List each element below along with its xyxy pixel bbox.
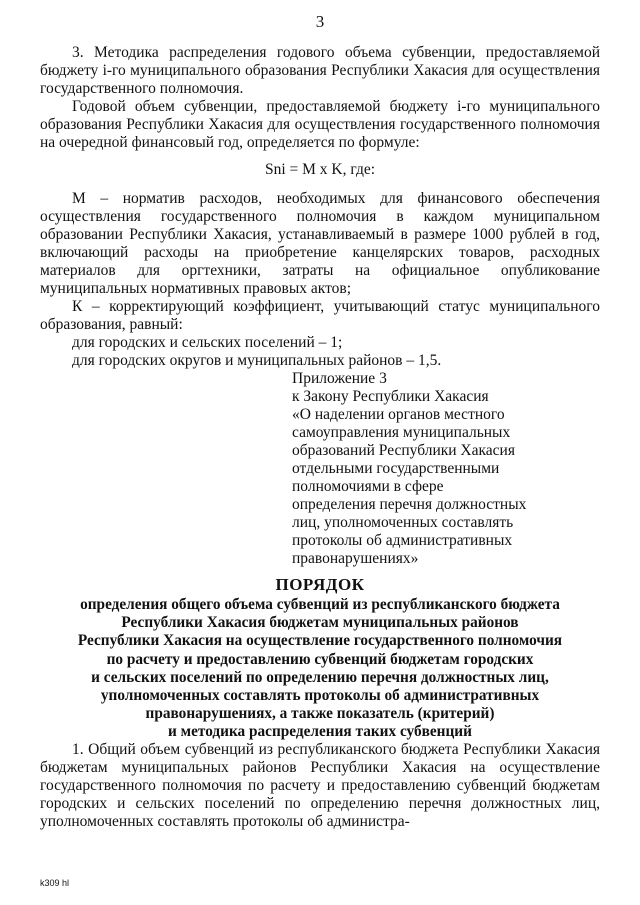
footer-code: k309 hl: [40, 878, 70, 888]
procedure-subtitle-line: правонарушениях, а также показатель (критерий): [145, 705, 495, 723]
annex-line: лиц, уполномоченных составлять: [292, 514, 514, 531]
annex-header: [292, 370, 592, 568]
formula: [40, 161, 600, 179]
annex-line: протоколы об административных: [292, 532, 513, 549]
annex-line: «О наделении органов местного: [292, 406, 505, 423]
procedure-paragraph-1: [40, 741, 600, 831]
annex-line: к Закону Республики Хакасия: [292, 388, 489, 405]
section-3-methodology: [40, 44, 600, 370]
procedure-subtitle-line: Республики Хакасия на осуществление государственного полномочия: [77, 632, 563, 650]
annex-line: полномочиями в сфере: [292, 478, 444, 495]
coefficient-k-paragraph: К – корректирующий коэффициент, учитывающий статус муниципального образования, равный:: [40, 298, 600, 333]
annex-line: образований Республики Хакасия: [292, 442, 515, 459]
annex-line: самоуправления муниципальных: [292, 424, 511, 441]
procedure-subtitle-line: Республики Хакасия бюджетам муниципальных районов: [121, 614, 519, 632]
procedure-subtitle-line: по расчету и предоставлению субвенций бюджетам городских: [106, 650, 534, 668]
coefficient-settlements: для городских и сельских поселений – 1;: [72, 334, 343, 351]
annex-line: правонарушениях»: [292, 550, 419, 567]
annual-volume-paragraph: Годовой объем субвенции, предоставляемой бюджету i-го муниципального образования Республики Хакасия для осуществления государственного полномочия на очередной финансовый год, определяется по формуле:: [40, 98, 600, 151]
annex-line: определения перечня должностных: [292, 496, 527, 513]
coefficient-districts: для городских округов и муниципальных районов – 1,5.: [72, 352, 442, 369]
procedure-title: ПОРЯДОК: [275, 575, 365, 594]
page-number: 3: [315, 12, 325, 31]
procedure-subtitle-line: уполномоченных составлять протоколы об административных: [100, 687, 540, 705]
norm-m-paragraph: М – норматив расходов, необходимых для финансового обеспечения осуществления государственного полномочия в каждом муниципальном образовании Республики Хакасия, устанавливаемый в размере 1000 рублей в год, включающий расходы на приобретение канцелярских товаров, расходных материалов для оргтехники, затраты на официальное опубликование муниципальных нормативных правовых актов;: [40, 190, 600, 297]
procedure-title-block: [40, 574, 600, 742]
procedure-paragraph-1-text: 1. Общий объем субвенций из республиканского бюджета Республики Хакасия бюджетам муниципальных районов Республики Хакасия на осуществление государственного полномочия по расчету и предоставлению субвенций бюджетам городских и сельских поселений по определению перечня должностных лиц, уполномоченных составлять протоколы об администра-: [40, 741, 600, 830]
annex-line: Приложение 3: [292, 370, 387, 387]
annex-line: отдельными государственными: [292, 460, 500, 477]
procedure-subtitle-line: и методика распределения таких субвенций: [168, 723, 472, 741]
procedure-subtitle-line: определения общего объема субвенций из республиканского бюджета: [80, 596, 560, 613]
section-3-heading: 3. Методика распределения годового объема субвенции, предоставляемой бюджету i-го муниципального образования Республики Хакасия для осуществления государственного полномочия.: [40, 44, 600, 97]
formula-text: Sni = M x K, где:: [264, 161, 376, 178]
procedure-subtitle-line: и сельских поселений по определению перечня должностных лиц,: [91, 668, 549, 686]
